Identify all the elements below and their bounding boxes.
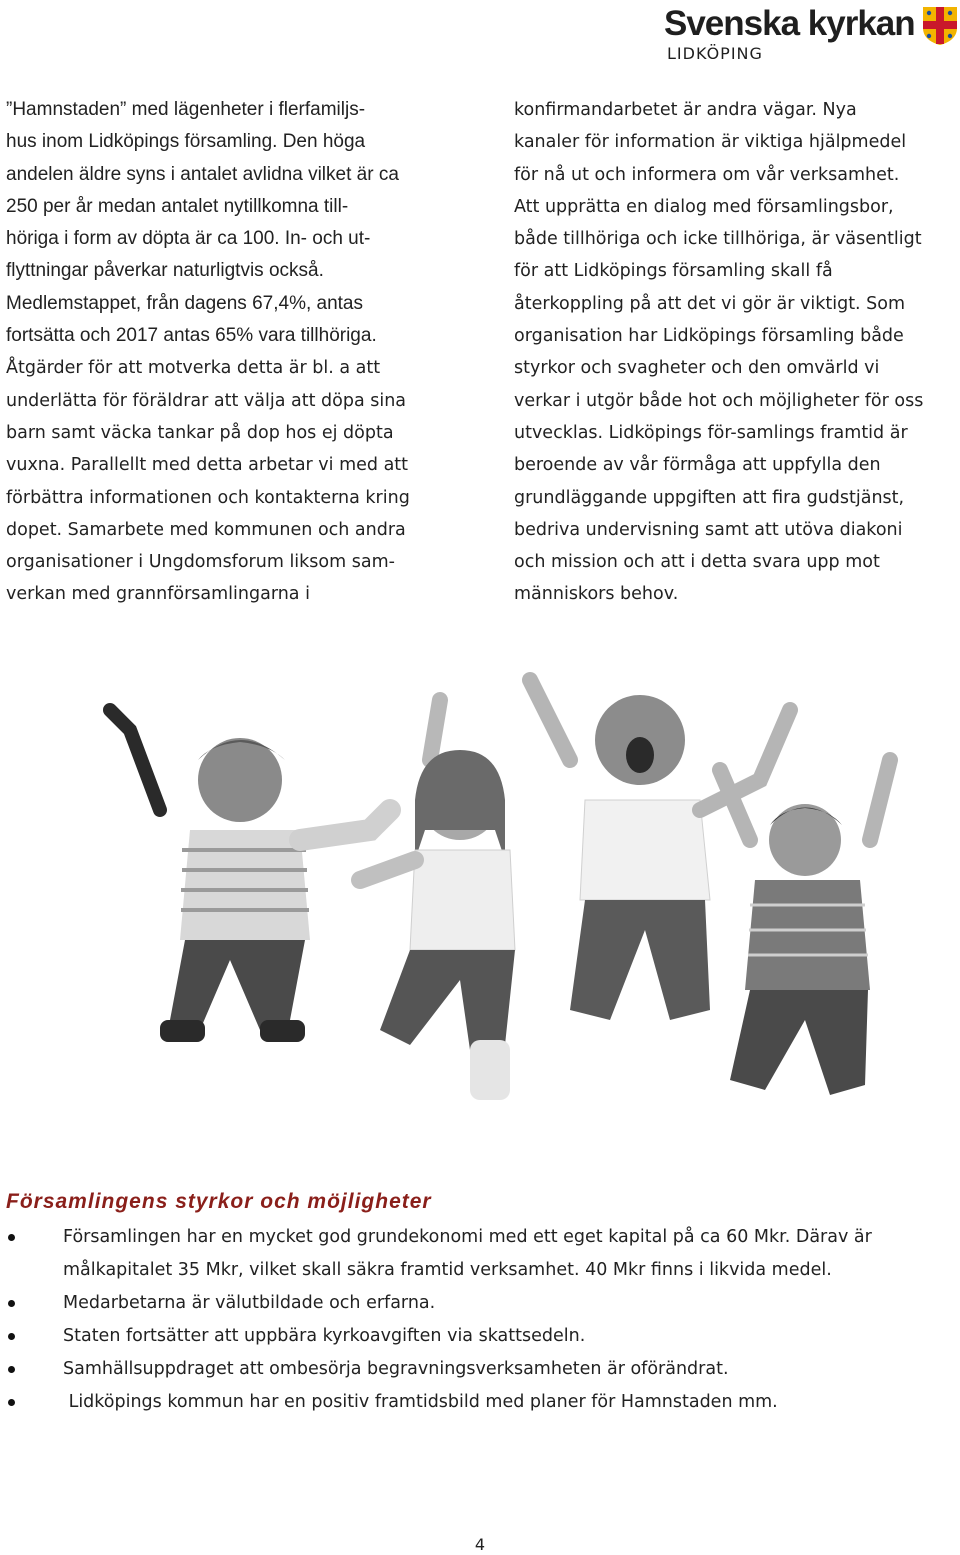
text-line: för att Lidköpings församling skall få bbox=[514, 261, 833, 282]
text-line: Medlemstappet, från dagens 67,4%, antas bbox=[6, 292, 364, 314]
text-line: organisationer i Ungdomsforum liksom sam- bbox=[6, 552, 395, 573]
text-line: dopet. Samarbete med kommunen och andra bbox=[6, 519, 406, 540]
text-line: 250 per år medan antalet nytillkomna till- bbox=[6, 195, 349, 217]
text-line: underlätta för föräldrar att välja att döpa sina bbox=[6, 390, 407, 411]
logo-parish-name: LIDKÖPING bbox=[667, 44, 763, 63]
text-line: konfirmandarbetet är andra vägar. Nya bbox=[514, 100, 857, 120]
bullet-icon bbox=[8, 1300, 15, 1307]
list-item: Samhällsuppdraget att ombesörja begravningsverksamheten är oförändrat. bbox=[0, 1353, 950, 1386]
text-line: utvecklas. Lidköpings för-samlings framtid är bbox=[514, 422, 908, 443]
list-item: Lidköpings kommun har en positiv framtidsbild med planer för Hamnstaden mm. bbox=[0, 1386, 950, 1419]
list-item: Staten fortsätter att uppbära kyrkoavgiften via skattsedeln. bbox=[0, 1320, 950, 1353]
text-line: styrkor och svagheter och den omvärld vi bbox=[514, 358, 880, 379]
text-line: förbättra informationen och kontakterna kring bbox=[6, 487, 410, 508]
text-line: bedriva undervisning samt att utöva diakoni bbox=[514, 519, 903, 540]
text-line: både tillhöriga och icke tillhöriga, är väsentligt bbox=[514, 229, 922, 250]
text-line: verkar i utgör både hot och möjligheter för oss bbox=[514, 390, 924, 411]
text-line: organisation har Lidköpings församling både bbox=[514, 326, 904, 347]
svenska-kyrkan-logo bbox=[664, 2, 958, 66]
text-line: återkoppling på att det vi gör är viktigt. Som bbox=[514, 293, 906, 314]
text-line: vuxna. Parallellt med detta arbetar vi med att bbox=[6, 455, 409, 476]
text-line: höriga i form av döpta är ca 100. In- och ut- bbox=[6, 228, 371, 250]
logo-wordmark: Svenska kyrkan bbox=[664, 4, 915, 43]
text-line: Att upprätta en dialog med församlingsbor, bbox=[514, 196, 894, 217]
text-line: barn samt väcka tankar på dop hos ej döpta bbox=[6, 422, 394, 443]
text-line: andelen äldre syns i antalet avlidna vilket är ca bbox=[6, 163, 399, 185]
text-line: Åtgärder för att motverka detta är bl. a att bbox=[6, 358, 381, 379]
text-line: verkan med grannförsamlingarna i bbox=[6, 584, 310, 605]
child-figure bbox=[110, 710, 390, 1042]
bullet-icon bbox=[8, 1366, 15, 1373]
child-figure bbox=[360, 700, 515, 1100]
bullet-icon bbox=[8, 1333, 15, 1340]
left-text-column bbox=[6, 94, 446, 611]
text-line: beroende av vår förmåga att uppfylla den bbox=[514, 455, 881, 476]
list-item: Medarbetarna är välutbildade och erfarna. bbox=[0, 1287, 950, 1320]
strengths-bullet-list bbox=[0, 1221, 950, 1419]
text-line: flyttningar påverkar naturligtvis också. bbox=[6, 260, 324, 282]
text-line: grundläggande uppgiften att fira gudstjänst, bbox=[514, 487, 905, 508]
jumping-children-photo bbox=[60, 660, 930, 1160]
section-heading: Församlingens styrkor och möjligheter bbox=[6, 1190, 432, 1213]
child-figure bbox=[720, 760, 890, 1095]
text-line: fortsätta och 2017 antas 65% vara tillhöriga. bbox=[6, 325, 377, 347]
text-line: ”Hamnstaden” med lägenheter i flerfamiljs- bbox=[6, 99, 366, 120]
right-text-column bbox=[514, 94, 954, 611]
page-number: 4 bbox=[474, 1535, 486, 1554]
text-line: och mission och att i detta svara upp mot bbox=[514, 552, 880, 573]
text-line: för nå ut och informera om vår verksamhet. bbox=[514, 164, 900, 185]
text-line: människors behov. bbox=[514, 584, 679, 605]
bullet-icon bbox=[8, 1399, 15, 1406]
list-item: Församlingen har en mycket god grundekonomi med ett eget kapital på ca 60 Mkr. Därav är målkapitalet 35 Mkr, vilket skall säkra framtid verksamhet. 40 Mkr finns i likvida medel. bbox=[0, 1221, 950, 1287]
text-line: kanaler för information är viktiga hjälpmedel bbox=[514, 132, 907, 153]
church-crest-icon bbox=[922, 6, 958, 46]
bullet-icon bbox=[8, 1234, 15, 1241]
text-line: hus inom Lidköpings församling. Den höga bbox=[6, 131, 366, 153]
